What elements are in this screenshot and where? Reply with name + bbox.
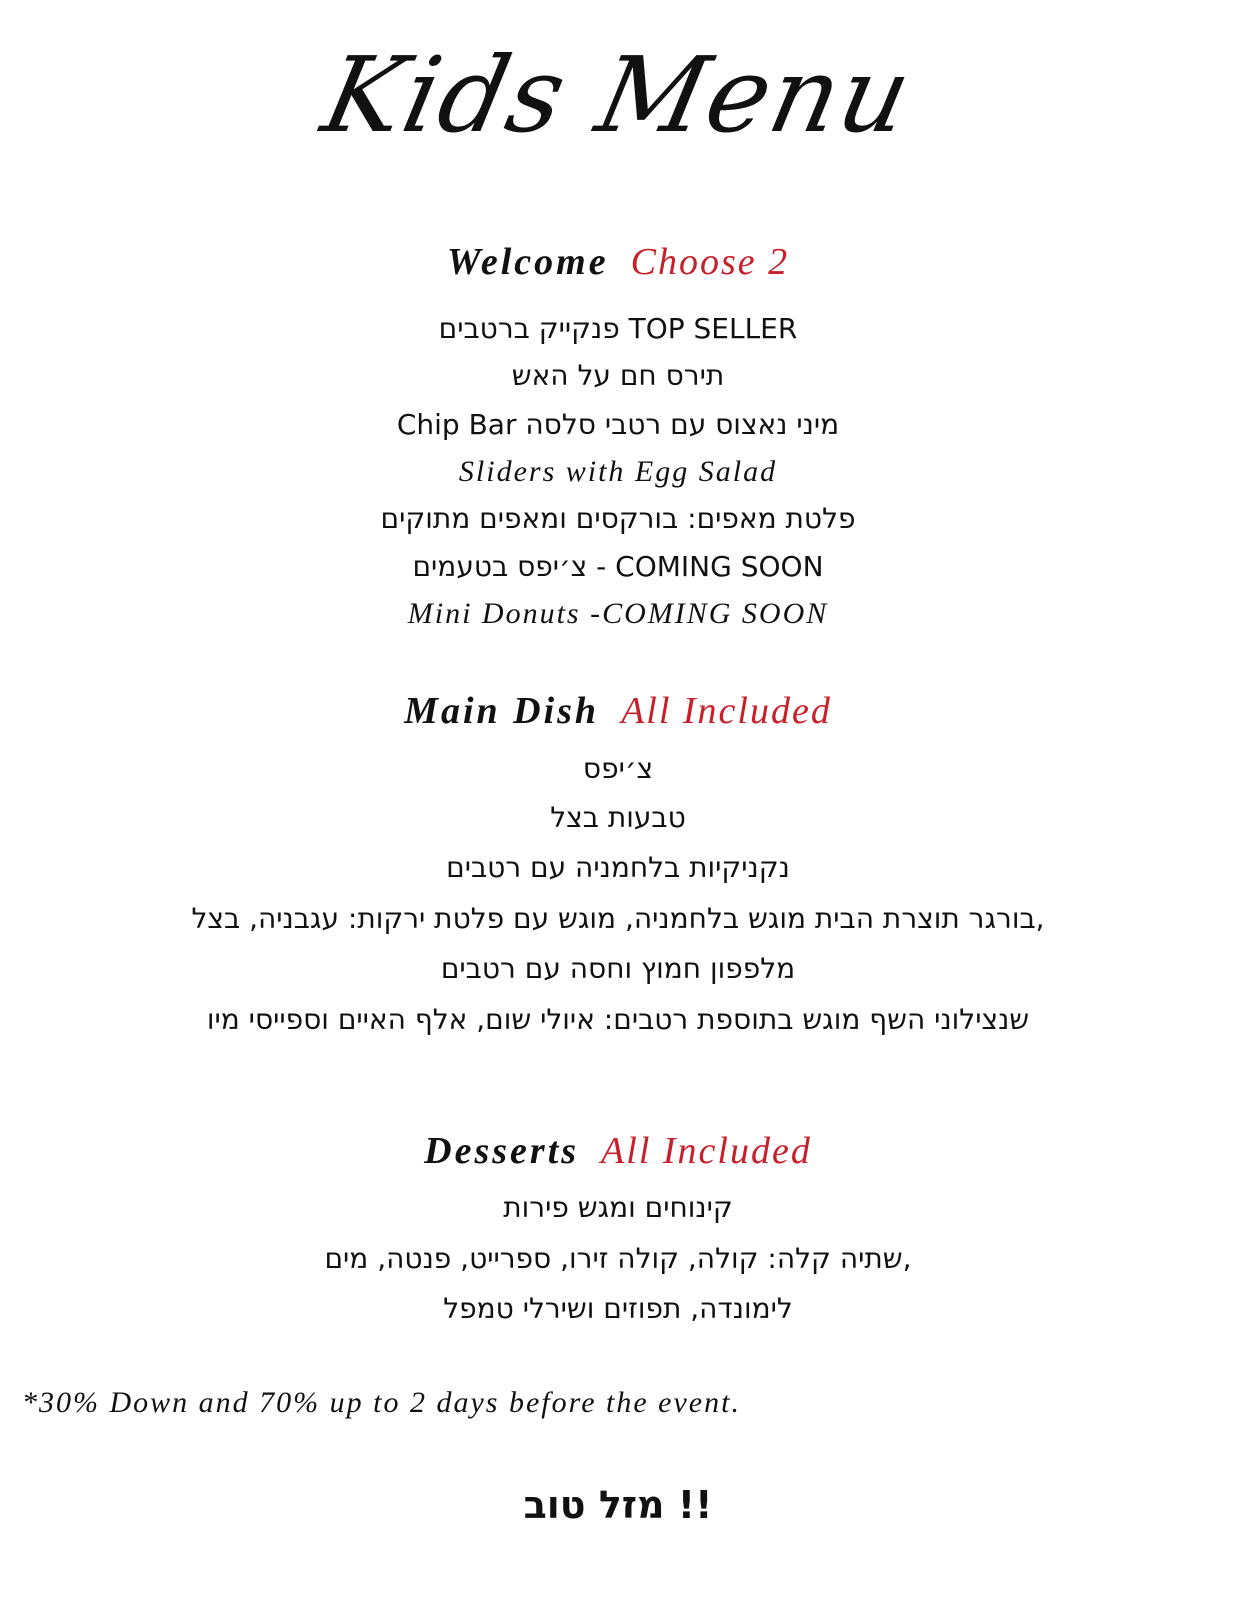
- menu-title: Kids Menu: [313, 34, 923, 156]
- welcome-heading: [0, 238, 1236, 286]
- desserts-item: קינוחים ומגש פירות: [503, 1191, 733, 1224]
- welcome-item: Mini Donuts -COMING SOON: [407, 597, 829, 630]
- welcome-heading-note: Choose 2: [630, 241, 790, 283]
- desserts-item: לימונדה, תפוזים ושירלי טמפל: [443, 1292, 793, 1325]
- welcome-item: Chip Bar מיני נאצוס עם רטבי סלסה: [396, 408, 840, 441]
- main-dish-item: נקניקיות בלחמניה עם רטבים: [446, 851, 790, 884]
- desserts-heading-label: Desserts: [424, 1130, 580, 1172]
- main-dish-heading: [0, 687, 1236, 735]
- welcome-item: תירס חם על האש: [511, 359, 725, 392]
- desserts-heading: [0, 1127, 1236, 1175]
- welcome-item: פלטת מאפים: בורקסים ומאפים מתוקים: [380, 502, 856, 535]
- welcome-item: פנקייק ברטבים TOP SELLER: [438, 312, 798, 345]
- main-dish-item: מלפפון חמוץ וחסה עם רטבים: [440, 952, 796, 985]
- main-dish-item: צ׳יפס: [582, 752, 654, 785]
- welcome-heading-label: Welcome: [446, 241, 609, 283]
- desserts-heading-note: All Included: [601, 1130, 812, 1172]
- main-dish-item: טבעות בצל: [550, 801, 686, 834]
- closing-greeting: מזל טוב !!: [523, 1483, 713, 1527]
- main-dish-item: שנצילוני השף מוגש בתוספת רטבים: איולי שום, אלף האיים וספייסי מיו: [206, 1003, 1030, 1036]
- main-dish-heading-note: All Included: [621, 690, 832, 732]
- welcome-item: צ׳יפס בטעמים - COMING SOON: [412, 550, 824, 583]
- main-dish-item: בורגר תוצרת הבית מוגש בלחמניה, מוגש עם פלטת ירקות: עגבניה, בצל,: [191, 902, 1045, 935]
- payment-footnote: *30% Down and 70% up to 2 days before the event.: [22, 1386, 741, 1419]
- welcome-item: Sliders with Egg Salad: [458, 455, 778, 488]
- main-dish-heading-label: Main Dish: [404, 690, 600, 732]
- desserts-item: שתיה קלה: קולה, קולה זירו, ספרייט, פנטה, מים,: [324, 1242, 912, 1275]
